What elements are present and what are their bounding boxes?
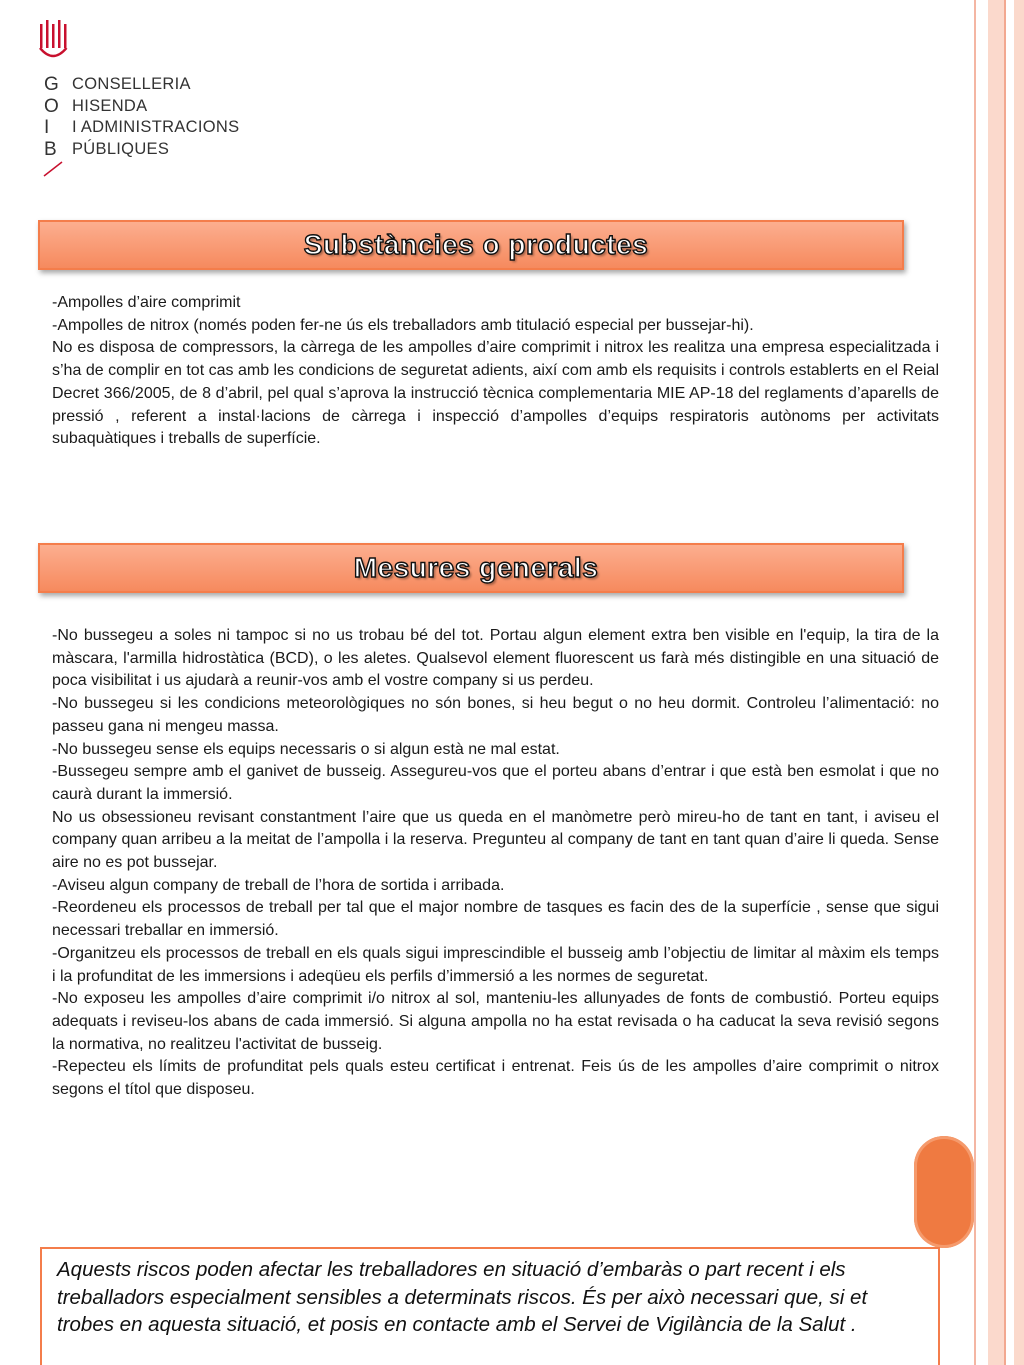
paragraph: -Ampolles d’aire comprimit	[52, 294, 241, 311]
decorative-stripe	[974, 0, 976, 1365]
decorative-stripe	[988, 0, 1004, 1365]
goib-logo	[38, 20, 298, 180]
logo-letter: B	[44, 138, 58, 160]
paragraph: -No bussegeu si les condicions meteorològiques no són bones, si heu begut o no heu dormit. Controleu l’alimentació: no passeu gana ni mengeu massa.	[52, 695, 939, 735]
general-measures-text	[52, 625, 939, 1102]
paragraph: -Aviseu algun company de treball de l’hora de sortida i arribada.	[52, 876, 505, 894]
department-name	[72, 74, 239, 160]
paragraph: -No bussegeu a soles ni tampoc si no us trobau bé del tot. Portau algun element extra ben visible en l'equip, la tira de la màscara, l'armilla hidrostàtica (BCD), o les aletes. Qualsevol element fluorescent us farà més distingible en una situació de poca visibilitat i us ajudarà a reunir-vos amb el vostre company si us perdeu.	[52, 627, 939, 690]
paragraph: -No bussegeu sense els equips necessaris o si algun està ne mal estat.	[52, 740, 560, 758]
department-line: PÚBLIQUES	[72, 139, 170, 158]
paragraph: -Reordeneu els processos de treball per tal que el major nombre de tasques es facin des de la superfície , sense que sigui necessari treballar en immersió.	[52, 899, 939, 940]
logo-letter: G	[44, 74, 60, 95]
department-line: I ADMINISTRACIONS	[72, 118, 240, 136]
paragraph: No es disposa de compressors, la càrrega de les ampolles d’aire comprimit i nitrox les realitza una empresa especialitzada i s’ha de complir en tot cas amb les condicions de seguretat adients, així com amb els requisits i controls establerts en el Reial Decret 366/2005, de 8 d’abril, pel qual s’aprova la instrucció tècnica complementaria MIE AP-18 del reglaments d’aparells de pressió , referent a instal·lacions de càrrega i inspecció d’ampolles d’equips respiratoris autònoms per activitats subaquàtiques i treballs de superfície.	[52, 339, 939, 448]
section-header-substances	[38, 220, 904, 270]
department-line: HISENDA	[72, 96, 148, 115]
goib-emblem-icon	[38, 20, 68, 64]
section-title: Substàncies o productes	[303, 229, 649, 260]
paragraph: -No exposeu les ampolles d’aire comprimit i/o nitrox al sol, manteniu-les allunyades de fonts de combustió. Porteu equips adequats i reviseu-los abans de cada immersió. Si alguna ampolla no ha estat revisada o ha caducat la seva revisió segons la normativa, no realitzeu l'activitat de busseig.	[52, 990, 939, 1053]
paragraph: -Organitzeu els processos de treball en els quals sigui imprescindible el busseig amb l’objectiu de limitar al màxim els temps i la profunditat de les immersions i adeqüeu els perfils d’immersió a les normes de seguretat.	[52, 944, 939, 985]
risk-note-text: Aquests riscos poden afectar les treballadores en situació d’embaràs o part recent i els treballadors especialment sensibles a determinats riscos. És per això necessari que, si et trobes en aquesta situació, et posis en contacte amb el Servei de Vigilància de la Salut .	[57, 1258, 868, 1336]
section-header-general-measures	[38, 543, 904, 593]
paragraph: -Bussegeu sempre amb el ganivet de busseig. Assegureu-vos que el porteu abans d’entrar i que està ben esmolat i que no caurà durant la immersió.	[52, 763, 939, 803]
paragraph: -Ampolles de nitrox (només poden fer-ne ús els treballadors amb titulació especial per bussejar-hi).	[52, 316, 754, 334]
section-title: Mesures generals	[353, 552, 599, 583]
decorative-stripe	[1004, 0, 1006, 1365]
decorative-stripe	[1014, 0, 1024, 1365]
logo-letter: I	[44, 117, 51, 138]
logo-letter: O	[44, 95, 60, 117]
paragraph: No us obsessioneu revisant constantment l’aire que us queda en el manòmetre però mireu-ho de tant en tant, i aviseu el company quan arribeu a la meitat de l’ampolla i la reserva. Pregunteu al company de tant en tant quan d’aire li queda. Sense aire no es pot bussejar.	[52, 808, 939, 872]
decorative-circle	[914, 1136, 974, 1248]
substances-text	[52, 292, 939, 451]
paragraph: -Repecteu els límits de profunditat pels quals esteu certificat i entrenat. Feis ús de les ampolles d’aire comprimit o nitrox segons el títol que disposeu.	[52, 1058, 939, 1099]
department-line: CONSELLERIA	[72, 75, 191, 93]
goib-letters	[44, 74, 60, 160]
logo-slash-mark	[42, 160, 64, 178]
